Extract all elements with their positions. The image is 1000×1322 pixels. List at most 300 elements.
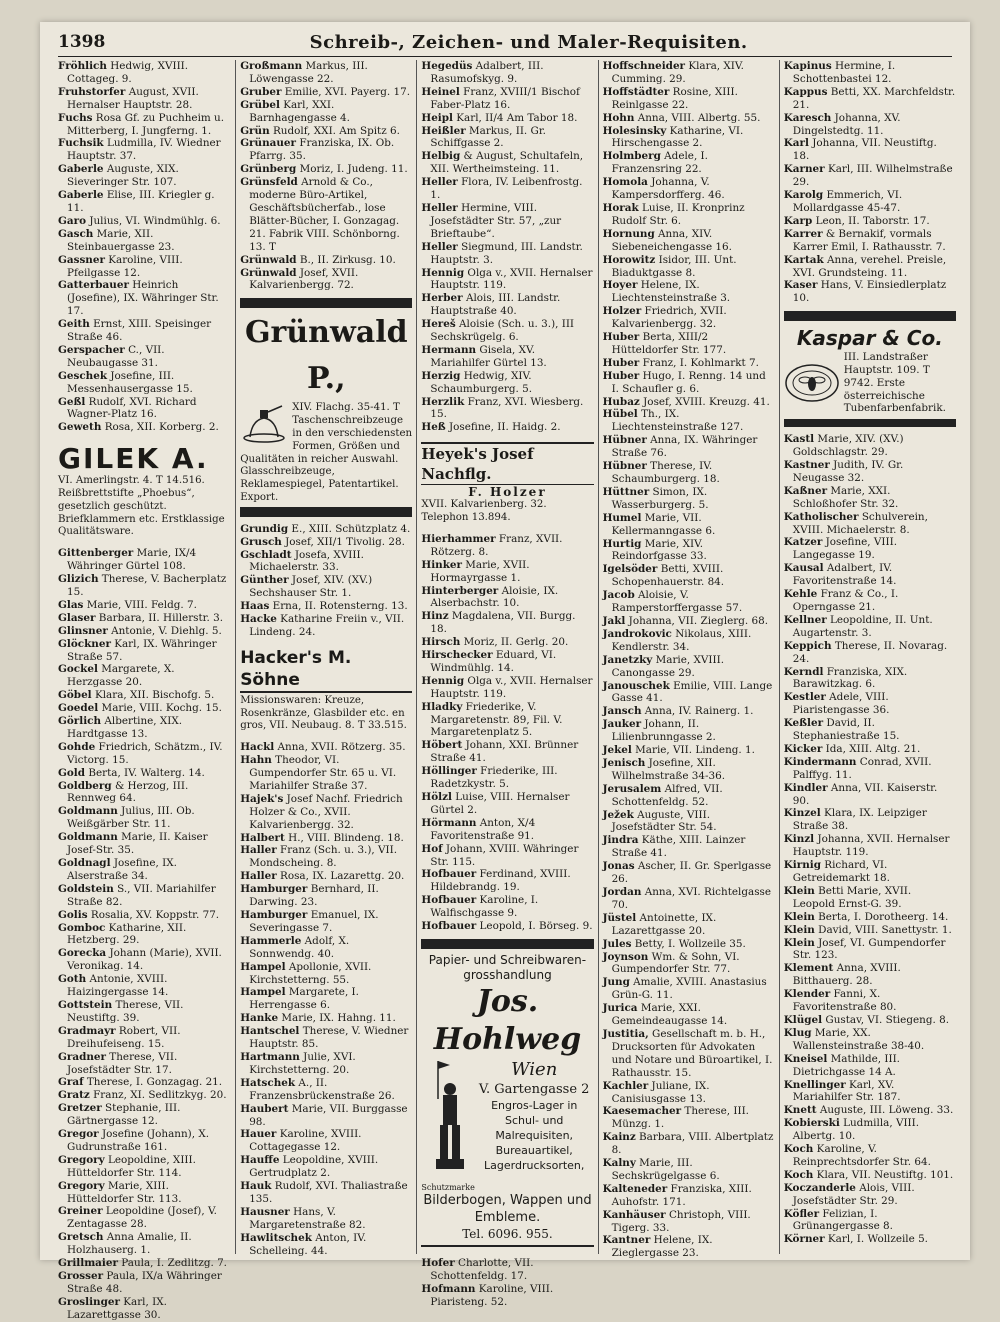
- entry-details: Johann (Marie), XVII. Veronikag. 14.: [67, 947, 222, 973]
- entry-name: Klement: [783, 962, 834, 975]
- entry-name: Goldmann: [58, 831, 118, 844]
- entry-name: Kalny: [602, 1157, 636, 1170]
- entry-name: Grünwald: [240, 266, 297, 279]
- entry-name: Jenisch: [602, 756, 646, 769]
- ad-hacker-name: Hacker's M. Söhne: [240, 647, 412, 693]
- directory-entry: [603, 357, 775, 370]
- entry-details: Johann, XXI. Brünner Straße 41.: [430, 739, 579, 765]
- directory-entry: [421, 112, 593, 125]
- entry-name: Hohn: [602, 111, 635, 124]
- directory-entry: [240, 125, 412, 138]
- entry-name: Koczanderle: [783, 1181, 856, 1194]
- directory-entry: [240, 60, 412, 86]
- entry-name: Hoffstädter: [602, 85, 670, 98]
- entry-details: Josef, XII/1 Tivolig. 28.: [281, 535, 405, 548]
- directory-entry: [784, 459, 956, 485]
- directory-entry: [58, 638, 231, 664]
- directory-entry: [603, 1105, 775, 1131]
- directory-entry: [240, 741, 412, 754]
- directory-entry: [421, 649, 593, 675]
- entry-name: Jakl: [602, 614, 626, 627]
- directory-entry: [240, 137, 412, 163]
- entry-details: Marie, VII. Burggasse 98.: [249, 1102, 408, 1128]
- entry-name: Goldstein: [58, 882, 114, 895]
- directory-entry: [421, 739, 593, 765]
- entry-details: Therese, II. Novarag. 24.: [792, 639, 948, 665]
- directory-entry: [421, 125, 593, 151]
- entry-name: Hausner: [240, 1205, 290, 1218]
- entry-details: & Herzog, III. Rennweg 64.: [67, 779, 189, 805]
- directory-entry: [58, 163, 231, 189]
- column-1: [54, 60, 235, 1321]
- directory-entry: [603, 783, 775, 809]
- entry-name: Jerusalem: [602, 782, 662, 795]
- entry-name: Kaser: [783, 279, 818, 292]
- entry-details: Franz, I. Kohlmarkt 7.: [639, 356, 759, 369]
- directory-entry: [58, 767, 231, 780]
- entry-name: Gregor: [58, 1128, 99, 1141]
- entry-details: Conrad, XVII. Palffyg. 11.: [792, 755, 932, 781]
- directory-entry: [240, 1206, 412, 1232]
- directory-entry: [240, 536, 412, 549]
- entry-name: Hennig: [421, 266, 465, 279]
- directory-entry: [421, 791, 593, 817]
- directory-entry: [421, 765, 593, 791]
- directory-entry: [603, 705, 775, 718]
- entry-details: H., VIII. Blindeng. 18.: [284, 831, 404, 844]
- entry-details: Josefine (Johann), X. Gudrunstraße 161.: [67, 1128, 210, 1153]
- directory-entry: [603, 254, 775, 280]
- entry-name: Hauffe: [240, 1154, 280, 1167]
- directory-entry: [421, 150, 593, 176]
- entry-name: Kastl: [783, 433, 815, 446]
- entry-details: Paula, IX/a Währinger Straße 48.: [67, 1270, 222, 1295]
- directory-entry: [58, 137, 231, 163]
- entry-details: Josefine, II. Haidg. 2.: [445, 421, 561, 434]
- entry-name: Grillmaier: [58, 1257, 118, 1270]
- entry-name: Klender: [783, 988, 831, 1001]
- entry-details: Johanna, XVII. Hernalser Hauptstr. 119.: [792, 833, 950, 859]
- entry-name: Gregory: [58, 1179, 105, 1192]
- directory-entry: [58, 922, 231, 948]
- entry-name: Jindra: [602, 834, 639, 847]
- entry-name: Holesinsky: [602, 124, 667, 137]
- ad-kaspar-name: Kaspar & Co.: [796, 326, 943, 351]
- entry-name: Kastner: [783, 459, 830, 472]
- entry-name: Goedel: [58, 702, 99, 715]
- directory-entry: [784, 911, 956, 924]
- column-3: [416, 60, 597, 1308]
- directory-entry: [240, 254, 412, 267]
- entry-details: Hans, V. Einsiedlerplatz 10.: [792, 279, 947, 305]
- entry-details: Barbara, VIII. Albertplatz 8.: [611, 1131, 774, 1157]
- directory-entry: [58, 547, 231, 573]
- entry-name: Jurica: [602, 1002, 638, 1015]
- entry-name: Hofer: [421, 1256, 455, 1269]
- entry-name: Hampel: [240, 960, 286, 973]
- directory-entry: [603, 125, 775, 151]
- directory-entry: [421, 1283, 593, 1309]
- directory-entry: [58, 1102, 231, 1128]
- entry-details: Mathilde, III. Dietrichgasse 14 A.: [792, 1052, 900, 1078]
- entry-details: Franz, XVII. Rötzerg. 8.: [430, 532, 563, 558]
- entry-name: Klügel: [783, 1013, 823, 1026]
- entry-details: Josef Nachf. Friedrich Holzer & Co., XVII. Kalvarienbergg. 32.: [249, 792, 403, 831]
- ad-gruenwald-name: Grünwald P.,: [244, 315, 408, 397]
- entry-details: Rosine, XIII. Reinlgasse 22.: [611, 85, 738, 111]
- entry-name: Jüstel: [602, 911, 637, 924]
- entry-details: Josef, XVII. Kalvarienbergg. 72.: [249, 266, 359, 292]
- advertisement-gruenwald: [240, 298, 412, 516]
- directory-entry: [421, 894, 593, 920]
- entry-name: Günther: [240, 574, 289, 587]
- directory-entry: [603, 538, 775, 564]
- entry-details: Ida, XIII. Altg. 21.: [822, 742, 921, 755]
- entry-name: Kindler: [783, 781, 828, 794]
- entry-name: Grünsfeld: [240, 176, 298, 189]
- entry-details: Auguste, VIII. Josefstädter Str. 54.: [611, 808, 717, 834]
- entry-details: Robert, VII. Dreihufeiseng. 15.: [67, 1024, 181, 1050]
- entry-name: Karesch: [783, 111, 832, 124]
- entry-details: Hedwig, XIV. Schaumburgerg. 5.: [430, 369, 532, 395]
- entry-details: Helene, IX. Liechtensteinstraße 3.: [611, 279, 731, 305]
- directory-entry: [603, 112, 775, 125]
- directory-entry: [240, 99, 412, 125]
- entry-name: Hinker: [421, 558, 462, 571]
- entry-details: Rosa, XII. Korberg. 2.: [101, 421, 219, 434]
- entry-details: Marie, XIV. Reindorfgasse 33.: [611, 537, 707, 563]
- directory-entry: [240, 176, 412, 253]
- entry-details: Adolf, X. Sonnwendg. 40.: [249, 934, 350, 960]
- directory-entry: [603, 86, 775, 112]
- directory-entry: [784, 163, 956, 189]
- directory-entry: [784, 137, 956, 163]
- entry-details: Marie, XIII. Hütteldorfer Str. 113.: [67, 1179, 182, 1205]
- entry-name: Fruhstorfer: [58, 85, 126, 98]
- directory-entry: [784, 859, 956, 885]
- directory-entry: [784, 254, 956, 280]
- directory-entry: [784, 1233, 956, 1246]
- entry-name: Holmberg: [602, 150, 661, 163]
- ad-hohlweg-text: Engros-Lager in Schul- und Malrequisiten, Bureauartikel, Lagerdrucksorten,: [484, 1098, 585, 1172]
- entry-details: Betti, XVIII. Schopenhauerstr. 84.: [611, 563, 725, 589]
- entry-details: Leopoldine, XVIII. Gertrudplatz 2.: [249, 1154, 379, 1180]
- entry-name: Koch: [783, 1168, 814, 1181]
- entry-name: Karp: [783, 214, 813, 227]
- entry-details: Betti Marie, XVII. Leopold Ernst-G. 39.: [792, 884, 912, 910]
- directory-entry: [603, 718, 775, 744]
- entry-details: Therese, IV. Schaumburgerg. 18.: [611, 460, 720, 485]
- entry-name: Klein: [783, 936, 815, 949]
- entry-details: Leopoldine, XIII. Hütteldorfer Str. 114.: [67, 1153, 196, 1179]
- directory-entry: [784, 807, 956, 833]
- entry-name: Hofbauer: [421, 894, 477, 907]
- entry-name: Greiner: [58, 1205, 103, 1218]
- directory-entry: [603, 886, 775, 912]
- entry-details: Isidor, III. Unt. Biaduktgasse 8.: [611, 253, 737, 279]
- entry-details: Marie, IX/4 Währinger Gürtel 108.: [67, 547, 197, 573]
- entry-name: Gerspacher: [58, 343, 125, 356]
- entry-details: Johann, XVIII. Währinger Str. 115.: [430, 842, 579, 868]
- entry-name: Homola: [602, 176, 648, 189]
- entry-name: Hereš: [421, 318, 456, 331]
- directory-entry: [784, 112, 956, 138]
- entry-name: Kirnig: [783, 859, 821, 872]
- entry-details: Josefine, XII. Wilhelmstraße 34-36.: [611, 756, 726, 782]
- directory-entry: [240, 1232, 412, 1258]
- entry-details: Arnold & Co., moderne Büro-Artikel, Geschäftsbücherfab., lose Blätter-Bücher, I. Gonzagag. 21. Fabrik VIII. Schönborng. 13. T: [249, 176, 400, 253]
- directory-entry: [240, 935, 412, 961]
- entry-details: Karl, III. Wilhelmstraße 29.: [792, 163, 953, 189]
- directory-entry: [603, 834, 775, 860]
- entry-name: Heller: [421, 176, 458, 189]
- directory-entry: [421, 344, 593, 370]
- directory-entry: [784, 614, 956, 640]
- ad-hohlweg-city: Wien: [511, 1058, 558, 1080]
- entry-name: Hof: [421, 842, 443, 855]
- directory-entry: [240, 832, 412, 845]
- entry-details: Antonie, XVIII. Haizingergasse 14.: [67, 973, 169, 999]
- entry-details: Helene, IX. Zieglergasse 23.: [611, 1234, 713, 1260]
- entry-name: Kellner: [783, 613, 827, 626]
- entry-details: Marie, VII. Lindeng. 1.: [631, 744, 755, 757]
- directory-entry: [603, 860, 775, 886]
- column-2-entries-continued: [240, 523, 412, 639]
- entry-name: Grünberg: [240, 163, 297, 176]
- directory-entry: [784, 1027, 956, 1053]
- entry-details: Friederike, III. Radetzkystr. 5.: [430, 765, 558, 791]
- entry-details: Betti, XX. Marchfeldstr. 21.: [792, 85, 956, 111]
- column-5-entries-continued: [784, 433, 956, 1246]
- entry-name: Haubert: [240, 1102, 289, 1115]
- directory-entry: [784, 1117, 956, 1143]
- entry-name: Gradner: [58, 1050, 106, 1063]
- directory-entry: [240, 1154, 412, 1180]
- directory-entry: [58, 86, 231, 112]
- entry-details: Eduard, VI. Windmühlg. 14.: [430, 649, 557, 674]
- directory-entry: [784, 215, 956, 228]
- entry-details: Antonie, V. Diehlg. 5.: [107, 624, 222, 637]
- entry-details: Emilie, XVI. Payerg. 17.: [281, 85, 411, 98]
- directory-entry: [784, 86, 956, 112]
- entry-name: Huber: [602, 331, 640, 344]
- entry-name: Kinzel: [783, 807, 821, 820]
- entry-name: Kausal: [783, 562, 824, 575]
- directory-page: [40, 22, 970, 1321]
- directory-entry: [421, 241, 593, 267]
- entry-details: Rosa Gf. zu Puchheim u. Mitterberg, I. Jungferng. 1.: [67, 111, 225, 137]
- entry-name: Görlich: [58, 715, 102, 728]
- directory-entry: [421, 86, 593, 112]
- entry-name: Hinz: [421, 610, 449, 623]
- entry-details: Heinrich (Josefine), IX. Währinger Str. 17.: [67, 279, 219, 318]
- entry-details: Olga v., XVII. Hernalser Hauptstr. 119.: [430, 266, 593, 292]
- directory-entry: [603, 1080, 775, 1106]
- entry-details: Marie, XXI. Gemeindeaugasse 14.: [611, 1002, 728, 1028]
- entry-name: Gregory: [58, 1153, 105, 1166]
- entry-details: Alois, VIII. Josefstädter Str. 29.: [792, 1181, 915, 1207]
- directory-entry: [421, 292, 593, 318]
- entry-details: Klara, IX. Leipziger Straße 38.: [792, 807, 927, 833]
- entry-details: Franz & Co., I. Operngasse 21.: [792, 588, 899, 613]
- directory-entry: [784, 691, 956, 717]
- directory-entry: [603, 654, 775, 680]
- entry-name: Gorecka: [58, 947, 107, 960]
- directory-entry: [240, 961, 412, 987]
- entry-name: Gassner: [58, 253, 105, 266]
- entry-details: Emanuel, IX. Severingasse 7.: [249, 909, 379, 934]
- entry-details: Katharine Freiin v., VII. Lindeng. 24.: [249, 613, 405, 638]
- entry-details: Marie, II. Kaiser Josef-Str. 35.: [67, 831, 208, 857]
- entry-name: Katzer: [783, 536, 823, 549]
- directory-entry: [421, 636, 593, 649]
- directory-entry: [58, 1270, 231, 1296]
- entry-name: Heinel: [421, 85, 460, 98]
- entry-details: & August, Schultafeln, XII. Wertheimsteing. 11.: [430, 150, 584, 176]
- entry-details: Luise, II. Kronprinz Rudolf Str. 6.: [611, 201, 745, 227]
- entry-details: Nikolaus, XIII. Kendlerstr. 34.: [611, 627, 752, 653]
- directory-entry: [603, 305, 775, 331]
- directory-entry: [784, 1182, 956, 1208]
- directory-entry: [603, 757, 775, 783]
- entry-name: Hammerle: [240, 934, 302, 947]
- entry-details: Karoline, I. Walfischgasse 9.: [430, 894, 539, 920]
- entry-name: Humel: [602, 511, 642, 524]
- entry-details: Karl, II/4 Am Tabor 18.: [452, 111, 578, 124]
- entry-name: Glas: [58, 598, 84, 611]
- directory-entry: [421, 396, 593, 422]
- directory-entry: [784, 1143, 956, 1169]
- directory-entry: [784, 885, 956, 911]
- entry-name: Köfler: [783, 1207, 820, 1220]
- entry-details: Theodor, VI. Gumpendorfer Str. 65 u. VI. Mariahilfer Straße 37.: [249, 754, 397, 792]
- directory-entry: [784, 924, 956, 937]
- entry-name: Grünwald: [240, 253, 297, 266]
- entry-name: Göbel: [58, 689, 92, 702]
- entry-name: Karolg: [783, 189, 824, 202]
- directory-entry: [784, 717, 956, 743]
- directory-entry: [58, 1051, 231, 1077]
- entry-details: Josef, XIV. (XV.) Sechshauser Str. 1.: [249, 574, 373, 600]
- entry-details: Franz, XVI. Wiesberg. 15.: [430, 395, 584, 421]
- directory-entry: [603, 512, 775, 538]
- directory-entry: [58, 1025, 231, 1051]
- entry-name: Knellinger: [783, 1078, 846, 1091]
- entry-details: Karl, IX. Lazarettgasse 30.: [67, 1295, 167, 1321]
- directory-entry: [603, 370, 775, 396]
- entry-details: Paula, I. Zedlitzg. 7.: [117, 1257, 227, 1270]
- entry-name: Justitia,: [602, 1027, 649, 1040]
- entry-details: Friedrich, Schätzm., IV. Victorg. 15.: [67, 740, 223, 766]
- directory-entry: [58, 1128, 231, 1154]
- entry-details: Karl, XXI. Barnhagengasse 4.: [249, 98, 350, 124]
- entry-name: Hirschecker: [421, 649, 493, 662]
- directory-entry: [421, 176, 593, 202]
- directory-entry: [58, 1180, 231, 1206]
- directory-entry: [240, 1103, 412, 1129]
- entry-name: Herzlik: [421, 395, 465, 408]
- entry-name: Geßl: [58, 395, 86, 408]
- directory-entry: [58, 857, 231, 883]
- entry-details: Julius, III. Ob. Weißgärber Str. 11.: [67, 805, 195, 831]
- directory-entry: [58, 625, 231, 638]
- directory-entry: [784, 536, 956, 562]
- entry-name: Hirsch: [421, 636, 461, 649]
- entry-name: Jekel: [602, 744, 632, 757]
- entry-name: Goth: [58, 973, 87, 986]
- entry-details: Anna, verehel. Preisle, XVI. Grundsteing. 11.: [792, 253, 947, 279]
- directory-entry: [240, 267, 412, 293]
- entry-name: Hörmann: [421, 816, 477, 829]
- directory-entry: [58, 805, 231, 831]
- entry-details: Rosalia, XV. Koppstr. 77.: [87, 908, 220, 921]
- entry-details: Bernhard, II. Darwing. 23.: [249, 883, 379, 909]
- entry-name: Höbert: [421, 739, 463, 752]
- entry-details: Schulverein, XVIII. Michaelerstr. 8.: [792, 510, 928, 536]
- entry-name: Kneisel: [783, 1052, 828, 1065]
- entry-details: Stephanie, III. Gärtnergasse 12.: [67, 1102, 181, 1128]
- entry-name: Gatterbauer: [58, 279, 129, 292]
- entry-name: Hüttner: [602, 485, 650, 498]
- directory-entry: [58, 370, 231, 396]
- entry-details: Gesellschaft m. b. H., Drucksorten für Advokaten und Notare und Büroartikel, I. Rathausstr. 15.: [611, 1027, 773, 1079]
- entry-details: Emmerich, VI. Mollardgasse 45-47.: [792, 189, 903, 214]
- entry-details: Marie, IX. Hahng. 11.: [278, 1012, 396, 1025]
- entry-details: Therese, V. Bacherplatz 15.: [67, 573, 227, 598]
- directory-entry: [421, 421, 593, 434]
- entry-name: Haller: [240, 844, 277, 857]
- entry-name: Kainz: [602, 1131, 636, 1144]
- advertisement-gilek: [58, 440, 231, 541]
- directory-entry: [58, 318, 231, 344]
- entry-name: Kicker: [783, 742, 823, 755]
- directory-entry: [784, 833, 956, 859]
- directory-entry: [784, 756, 956, 782]
- directory-entry: [58, 1296, 231, 1322]
- ad-hacker-text: Missionswaren: Kreuze, Rosenkränze, Glasbilder etc. en gros, VII. Neubaug. 8. T 33.515.: [240, 694, 407, 732]
- entry-details: Auguste, III. Löweng. 33.: [816, 1104, 954, 1117]
- entry-details: Franz, XI. Sedlitzkyg. 20.: [89, 1089, 227, 1102]
- column-1-entries: [58, 60, 231, 434]
- directory-entry: [240, 1180, 412, 1206]
- directory-entry: [603, 486, 775, 512]
- directory-entry: [421, 920, 593, 933]
- entry-details: Felizian, I. Grünangergasse 8.: [792, 1207, 893, 1233]
- column-5-entries: [784, 60, 956, 305]
- directory-entry: [603, 938, 775, 951]
- entry-name: Hackl: [240, 741, 275, 754]
- entry-name: Kaesemacher: [602, 1105, 682, 1118]
- entry-name: Hennig: [421, 674, 465, 687]
- entry-details: Julie, XVI. Kirchstetterng. 20.: [249, 1050, 356, 1076]
- entry-name: Haas: [240, 600, 270, 613]
- entry-name: Gold: [58, 766, 86, 779]
- entry-details: Therese, VII. Neustiftg. 39.: [67, 998, 184, 1024]
- entry-details: Hermine, I. Schottenbastei 12.: [792, 60, 896, 85]
- page-title: Schreib-, Zeichen- und Maler-Requisiten.: [309, 31, 748, 53]
- page-header: [58, 28, 952, 57]
- entry-name: Gradmayr: [58, 1024, 116, 1037]
- entry-name: Golis: [58, 908, 88, 921]
- entry-details: Marie, III. Sechskrügelgasse 6.: [611, 1157, 720, 1182]
- entry-name: Janetzky: [602, 653, 653, 666]
- directory-entry: [58, 715, 231, 741]
- directory-entry: [421, 370, 593, 396]
- column-2-entries-final: [240, 741, 412, 1257]
- entry-name: Hacke: [240, 613, 277, 626]
- entry-details: Anna, XVI. Richtelgasse 70.: [611, 886, 772, 911]
- directory-entry: [58, 831, 231, 857]
